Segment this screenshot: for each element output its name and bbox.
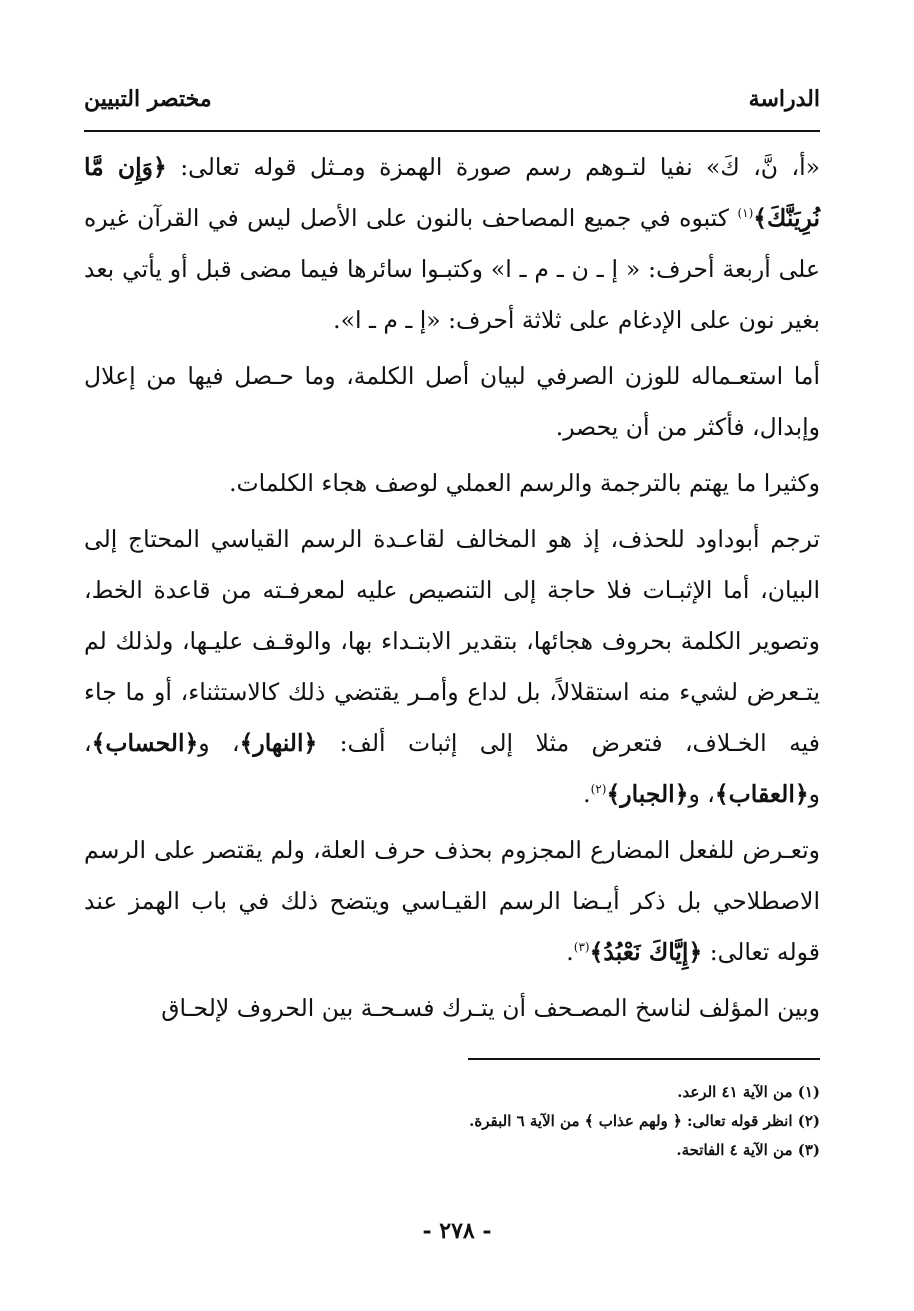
separator: ، و xyxy=(688,780,715,808)
paragraph-3: وكثيرا ما يهتم بالترجمة والرسم العملي لوصف هجاء الكلمات. xyxy=(229,469,820,497)
page-number: - ٢٧٨ - xyxy=(422,1218,492,1244)
p4-end: . xyxy=(583,780,591,808)
paragraph-4 xyxy=(84,514,820,820)
paragraph-2: أما استعـماله للوزن الصرفي لبيان أصل الكلمة، وما حـصل فيها من إعلال وإبدال، فأكثر من أن يحصر. xyxy=(84,362,820,441)
paragraph-6: وبين المؤلف لناسخ المصـحف أن يتـرك فسـحـة بين الحروف لإلحـاق xyxy=(161,994,820,1022)
footnote-2: (٢) انظر قوله تعالى: ﴿ ولهم عذاب ﴾ من الآية ٦ البقرة. xyxy=(469,1112,820,1130)
footnote-1: (١) من الآية ٤١ الرعد. xyxy=(677,1083,820,1101)
header-rule xyxy=(84,130,820,132)
separator: ، و xyxy=(198,729,240,757)
p5-text: وتعـرض للفعل المضارع المجزوم بحذف حرف العلة، ولم يقتصر على الرسم الاصطلاحي بل ذكر أيـضا الرسم القيـاسي ويتضح ذلك في باب الهمز عند قوله تعالى: xyxy=(84,836,820,966)
p4-text: ترجم أبوداود للحذف، إذ هو المخالف لقاعـدة الرسم القياسي المحتاج إلى البيان، أما الإثبـات فلا حاجة إلى التنصيص عليه لمعرفـته من قاعدة الخط، وتصوير الكلمة بحروف هجائها، بتقدير الابتـداء بها، والوقـف عليـها، ولذلك لم يتـعرض لشيء منه استقلالاً، بل لداع وأمـر يقتضي ذلك كالاستثناء، أو ما جاء فيه الخـلاف، فتعرض مثلا إلى إثبات ألف: xyxy=(84,525,820,757)
running-header xyxy=(84,86,820,120)
quran-verse: ﴿إِيَّاكَ نَعْبُدُ﴾ xyxy=(589,938,703,966)
quran-word-1: ﴿النهار﴾ xyxy=(239,729,318,757)
paragraph-1 xyxy=(84,142,820,346)
separator: ، و xyxy=(84,729,820,808)
quran-word-3: ﴿العقاب﴾ xyxy=(714,780,809,808)
quran-verse: ﴿وَإِن مَّا نُرِيَنَّكَ﴾ xyxy=(84,153,820,232)
footnotes xyxy=(84,1078,820,1165)
body-text xyxy=(84,142,820,1034)
footnote-ref-3: (٣) xyxy=(573,940,590,955)
quran-word-4: ﴿الجبار﴾ xyxy=(606,780,689,808)
p5-end: . xyxy=(566,938,574,966)
p1-text-start: «أ، نَّ، كَ» نفيا لتـوهم رسم صورة الهمزة ومـثل قوله تعالى: xyxy=(166,153,820,181)
footnote-rule xyxy=(468,1058,820,1060)
footnote-3: (٣) من الآية ٤ الفاتحة. xyxy=(676,1141,820,1159)
section-title: الدراسة xyxy=(748,86,820,112)
quran-word-2: ﴿الحساب﴾ xyxy=(91,729,199,757)
p1-text-end: كتبوه في جميع المصاحف بالنون على الأصل ليس في القرآن غيره على أربعة أحرف: « إ ـ ن ـ م ـ ا» وكتبـوا سائرها فيما مضى قبل أو يأتي بعد بغير نون على الإدغام على ثلاثة أحرف: «إ ـ م ـ ا». xyxy=(84,204,820,334)
book-title: مختصر التبيين xyxy=(84,86,212,112)
footnote-ref-2: (٢) xyxy=(590,782,607,797)
footnote-ref-1: (١) xyxy=(737,206,754,221)
paragraph-5 xyxy=(84,825,820,978)
